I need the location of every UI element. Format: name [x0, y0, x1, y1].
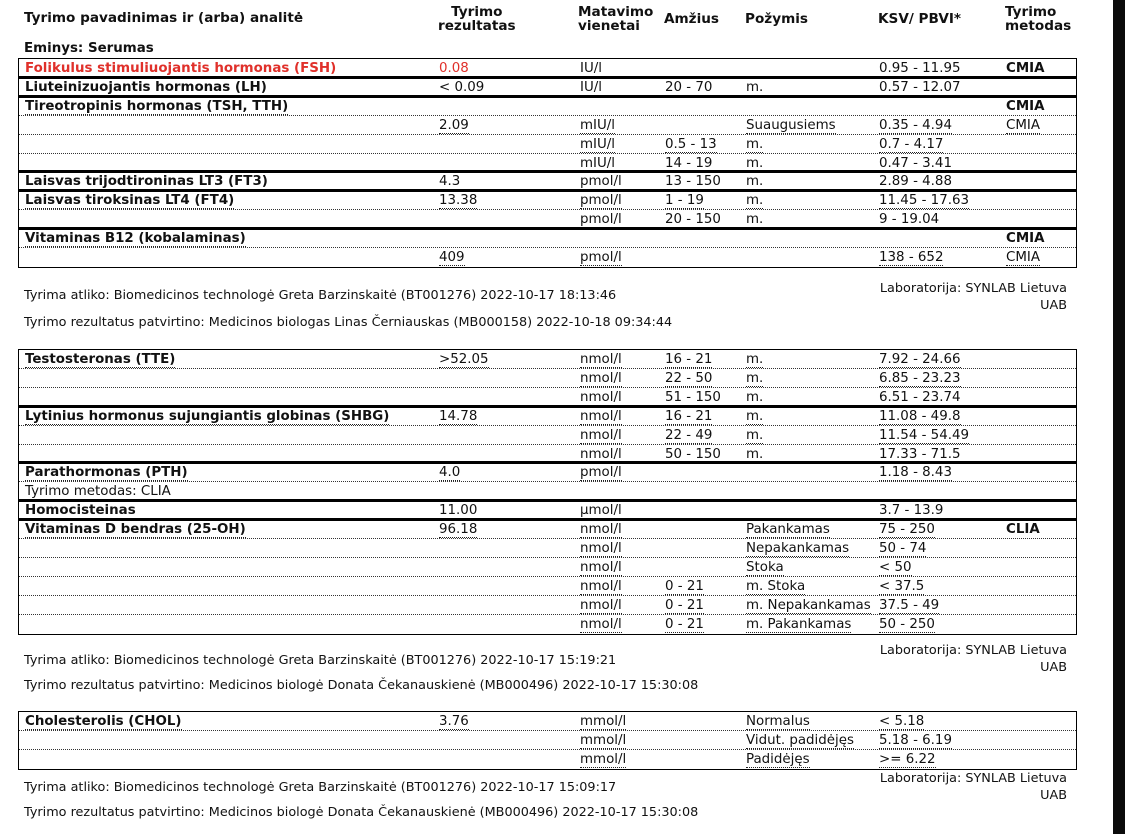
- cell-unit: µmol/l: [580, 503, 622, 519]
- table-row: [19, 731, 1076, 749]
- cell-unit: nmol/l: [580, 559, 622, 575]
- cell-result: 11.00: [439, 503, 478, 519]
- laboratory-line: Laboratorija: SYNLAB Lietuva: [879, 281, 1067, 296]
- cell-name: Laisvas tiroksinas LT4 (FT4): [25, 193, 235, 209]
- header-sign: Požymis: [745, 11, 808, 27]
- cell-ref: 11.45 - 17.63: [879, 193, 970, 209]
- table-row: [19, 539, 1076, 557]
- laboratory-line: Laboratorija: SYNLAB Lietuva: [879, 643, 1067, 658]
- cell-unit: mIU/l: [580, 155, 616, 171]
- table-row: [19, 248, 1076, 266]
- cell-age: 14 - 19: [665, 155, 713, 171]
- cell-unit: pmol/l: [580, 250, 622, 265]
- cell-unit: nmol/l: [580, 541, 622, 556]
- header-method-line1: Tyrimo: [1005, 4, 1057, 20]
- table-row: [19, 172, 1076, 190]
- table-row: [19, 191, 1076, 209]
- cell-unit: mmol/l: [580, 752, 627, 767]
- header-method-line2: metodas: [1005, 18, 1072, 34]
- cell-age: 16 - 21: [665, 352, 713, 367]
- cell-sign: m.: [746, 352, 764, 367]
- table-row: [19, 78, 1076, 96]
- table-row: [19, 116, 1076, 134]
- cell-age: 0 - 21: [665, 616, 704, 632]
- cell-age: 20 - 70: [665, 79, 713, 95]
- laboratory-line: Laboratorija: SYNLAB Lietuva: [879, 771, 1067, 786]
- cell-name: Homocisteinas: [25, 503, 136, 519]
- cell-ref: 2.89 - 4.88: [879, 174, 952, 190]
- cell-method: CMIA: [1006, 61, 1045, 76]
- cell-name: Liuteinizuojantis hormonas (LH): [25, 79, 267, 95]
- cell-sign: m.: [746, 212, 764, 228]
- header-ref: KSV/ PBVI*: [878, 11, 962, 27]
- cell-result: >52.05: [439, 352, 489, 367]
- performed-by: Tyrima atliko: Biomedicinos technologė Greta Barzinskaitė (BT001276) 2022-10-17 15:09:17: [24, 780, 617, 795]
- cell-age: 0.5 - 13: [665, 136, 717, 152]
- cell-unit: nmol/l: [580, 522, 622, 538]
- table-row: [19, 388, 1076, 406]
- cell-ref: < 37.5: [879, 578, 925, 594]
- header-age: Amžius: [664, 11, 720, 27]
- confirmed-by: Tyrimo rezultatus patvirtino: Medicinos biologė Donata Čekanauskienė (MB000496) 2022-10-17 15:30:08: [24, 805, 699, 820]
- cell-age: 0 - 21: [665, 578, 704, 594]
- cell-sign: m.: [746, 155, 764, 171]
- header-method: [1005, 5, 1071, 33]
- table-row: [19, 712, 1076, 730]
- cell-ref: 5.18 - 6.19: [879, 733, 952, 748]
- header-units: [578, 5, 653, 33]
- results-table: [18, 58, 1077, 268]
- cell-ref: 0.35 - 4.94: [879, 117, 952, 133]
- cell-name: Cholesterolis (CHOL): [25, 714, 182, 729]
- cell-unit: nmol/l: [580, 616, 622, 632]
- cell-ref: 50 - 250: [879, 616, 935, 632]
- cell-age: 50 - 150: [665, 446, 721, 462]
- cell-sign: m.: [746, 79, 764, 95]
- table-row: [19, 520, 1076, 538]
- laboratory-name: [847, 770, 1067, 804]
- cell-unit: mmol/l: [580, 733, 627, 748]
- cell-sign: Padidėjęs: [746, 752, 810, 767]
- cell-result: 2.09: [439, 117, 469, 133]
- cell-unit: IU/l: [580, 79, 602, 95]
- cell-name: Tireotropinis hormonas (TSH, TTH): [25, 98, 289, 114]
- cell-age: 16 - 21: [665, 408, 713, 424]
- cell-result: < 0.09: [439, 79, 485, 95]
- cell-unit: pmol/l: [580, 465, 622, 481]
- cell-unit: mIU/l: [580, 117, 616, 133]
- cell-unit: pmol/l: [580, 174, 622, 190]
- table-row: [19, 596, 1076, 614]
- table-row: [19, 154, 1076, 172]
- cell-sign: m.: [746, 427, 764, 443]
- cell-ref: 7.92 - 24.66: [879, 352, 961, 367]
- cell-unit: mIU/l: [580, 136, 616, 152]
- cell-result: 409: [439, 250, 465, 265]
- table-row: [19, 350, 1076, 368]
- laboratory-name: [847, 642, 1067, 676]
- cell-sign: Stoka: [746, 559, 784, 575]
- laboratory-line: UAB: [1040, 788, 1067, 803]
- header-units-line2: vienetai: [578, 18, 640, 34]
- cell-age: 22 - 49: [665, 427, 713, 443]
- table-row: [19, 369, 1076, 387]
- table-row: [19, 229, 1076, 247]
- laboratory-name: [847, 280, 1067, 314]
- cell-ref: < 50: [879, 559, 912, 575]
- cell-age: 51 - 150: [665, 389, 721, 405]
- cell-method: CLIA: [1006, 522, 1040, 538]
- cell-sign: m. Stoka: [746, 578, 806, 594]
- cell-ref: 0.95 - 11.95: [879, 61, 961, 76]
- cell-unit: nmol/l: [580, 389, 622, 405]
- cell-age: 0 - 21: [665, 597, 704, 613]
- cell-ref: 138 - 652: [879, 250, 944, 265]
- cell-ref: 0.57 - 12.07: [879, 79, 961, 95]
- cell-ref: 75 - 250: [879, 522, 935, 538]
- cell-sign: m.: [746, 446, 764, 462]
- cell-age: 1 - 19: [665, 193, 704, 209]
- table-row: [19, 577, 1076, 595]
- cell-result: 3.76: [439, 714, 469, 729]
- cell-method: CMIA: [1006, 231, 1045, 247]
- cell-unit: nmol/l: [580, 597, 622, 613]
- cell-method: CMIA: [1006, 250, 1041, 265]
- cell-name: Lytinius hormonus sujungiantis globinas (SHBG): [25, 408, 390, 424]
- table-row: [19, 135, 1076, 153]
- results-table: [18, 349, 1077, 635]
- cell-ref: 0.7 - 4.17: [879, 136, 944, 152]
- cell-unit: pmol/l: [580, 212, 622, 228]
- confirmed-by: Tyrimo rezultatus patvirtino: Medicinos biologas Linas Černiauskas (MB000158) 2022-10-18 09:34:44: [24, 315, 673, 330]
- cell-ref: >= 6.22: [879, 752, 936, 767]
- header-result: [438, 5, 516, 33]
- cell-sign: m.: [746, 408, 764, 424]
- cell-ref: 3.7 - 13.9: [879, 503, 944, 519]
- table-row: [19, 210, 1076, 228]
- performed-by: Tyrima atliko: Biomedicinos technologė Greta Barzinskaitė (BT001276) 2022-10-17 18:13:46: [24, 288, 617, 303]
- cell-unit: mmol/l: [580, 714, 627, 729]
- laboratory-line: UAB: [1040, 660, 1067, 675]
- cell-sign: m. Nepakankamas: [746, 597, 871, 613]
- cell-unit: nmol/l: [580, 352, 622, 367]
- cell-method: CMIA: [1006, 98, 1045, 114]
- cell-ref: 11.08 - 49.8: [879, 408, 961, 424]
- cell-sign: Suaugusiems: [746, 117, 836, 133]
- cell-sign: Pakankamas: [746, 522, 830, 538]
- cell-name: Laisvas trijodtironinas LT3 (FT3): [25, 174, 268, 190]
- cell-sign: Vidut. padidėjęs: [746, 733, 854, 748]
- cell-ref: 17.33 - 71.5: [879, 446, 961, 462]
- cell-sign: Nepakankamas: [746, 541, 850, 556]
- cell-ref: 1.18 - 8.43: [879, 465, 952, 481]
- table-row: [19, 97, 1076, 115]
- cell-age: 22 - 50: [665, 370, 713, 386]
- cell-name: Testosteronas (TTE): [25, 352, 176, 367]
- table-row: [19, 59, 1076, 77]
- cell-name: Vitaminas D bendras (25-OH): [25, 522, 246, 538]
- sample-type: Eminys: Serumas: [24, 41, 154, 56]
- header-units-line1: Matavimo: [578, 4, 654, 20]
- cell-ref: 6.51 - 23.74: [879, 389, 961, 405]
- cell-result: 0.08: [439, 61, 469, 76]
- cell-ref: 11.54 - 54.49: [879, 427, 970, 443]
- performed-by: Tyrima atliko: Biomedicinos technologė Greta Barzinskaitė (BT001276) 2022-10-17 15:19:21: [24, 653, 617, 668]
- cell-sign: m.: [746, 193, 764, 209]
- table-row: [19, 445, 1076, 463]
- window-edge: [1113, 0, 1125, 834]
- table-row: [19, 407, 1076, 425]
- table-row: [19, 615, 1076, 633]
- cell-result: 96.18: [439, 522, 478, 538]
- cell-sign: m.: [746, 389, 764, 405]
- table-row: [19, 482, 1076, 500]
- cell-unit: nmol/l: [580, 408, 622, 424]
- cell-age: 20 - 150: [665, 212, 721, 228]
- cell-ref: 6.85 - 23.23: [879, 370, 961, 386]
- confirmed-by: Tyrimo rezultatus patvirtino: Medicinos biologė Donata Čekanauskienė (MB000496) 2022-10-17 15:30:08: [24, 678, 699, 693]
- cell-name: Tyrimo metodas: CLIA: [25, 484, 171, 500]
- cell-method: CMIA: [1006, 117, 1041, 133]
- cell-sign: Normalus: [746, 714, 810, 729]
- cell-unit: pmol/l: [580, 193, 622, 209]
- results-table: [18, 711, 1077, 770]
- table-row: [19, 501, 1076, 519]
- cell-ref: 37.5 - 49: [879, 597, 940, 613]
- cell-name: Folikulus stimuliuojantis hormonas (FSH): [25, 61, 337, 76]
- cell-result: 13.38: [439, 193, 478, 209]
- cell-unit: nmol/l: [580, 370, 622, 386]
- header-result-line1: Tyrimo: [451, 4, 503, 20]
- cell-ref: 50 - 74: [879, 541, 927, 556]
- cell-result: 4.3: [439, 174, 461, 190]
- cell-name: Vitaminas B12 (kobalaminas): [25, 231, 246, 247]
- cell-ref: < 5.18: [879, 714, 925, 729]
- table-row: [19, 750, 1076, 768]
- table-row: [19, 463, 1076, 481]
- cell-name: Parathormonas (PTH): [25, 465, 188, 481]
- laboratory-line: UAB: [1040, 298, 1067, 313]
- cell-unit: IU/l: [580, 61, 602, 76]
- cell-result: 4.0: [439, 465, 461, 481]
- table-header: [0, 0, 1113, 40]
- cell-ref: 0.47 - 3.41: [879, 155, 952, 171]
- cell-sign: m.: [746, 136, 764, 152]
- header-analyte: Tyrimo pavadinimas ir (arba) analitė: [24, 10, 304, 26]
- table-row: [19, 558, 1076, 576]
- cell-sign: m.: [746, 174, 764, 190]
- cell-sign: m.: [746, 370, 764, 386]
- header-result-line2: rezultatas: [438, 18, 516, 34]
- cell-ref: 9 - 19.04: [879, 212, 940, 228]
- cell-unit: nmol/l: [580, 427, 622, 443]
- cell-result: 14.78: [439, 408, 478, 424]
- table-row: [19, 426, 1076, 444]
- cell-unit: nmol/l: [580, 446, 622, 462]
- cell-unit: nmol/l: [580, 578, 622, 594]
- cell-sign: m. Pakankamas: [746, 616, 852, 632]
- cell-age: 13 - 150: [665, 174, 721, 190]
